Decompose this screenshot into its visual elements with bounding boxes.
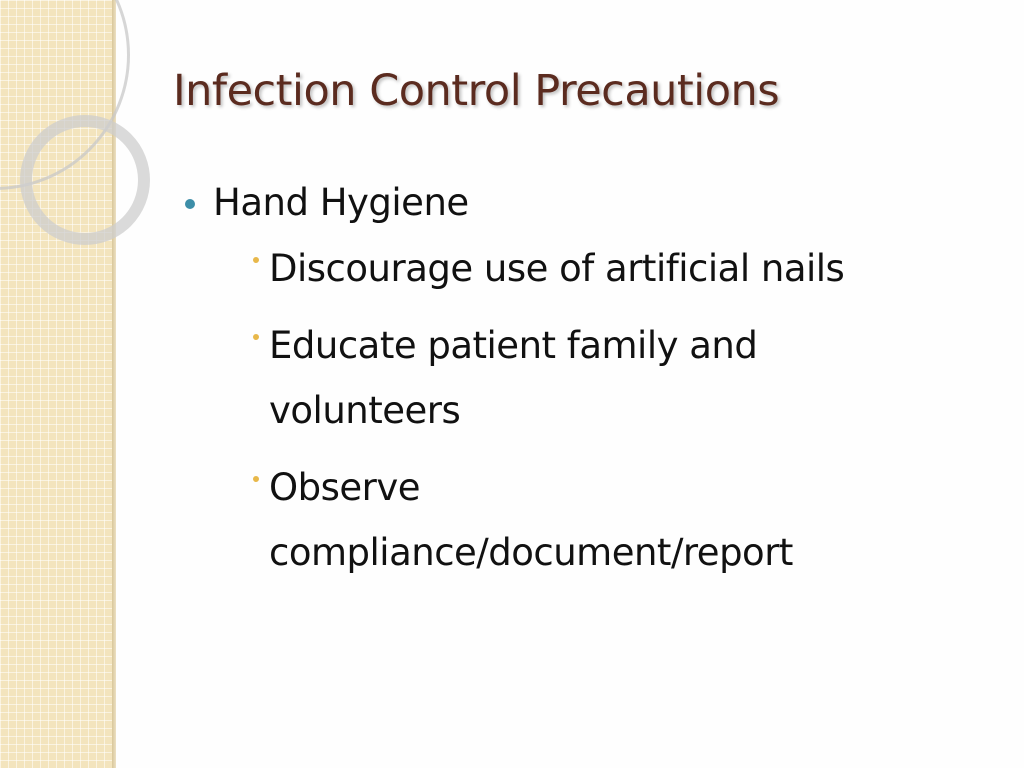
sub-bullet-item (253, 313, 985, 443)
bullet-dot-icon (185, 199, 195, 209)
slide-title: Infection Control Precautions (173, 66, 780, 116)
sub-bullet-item (253, 455, 985, 585)
sub-bullet-dot-icon (253, 476, 259, 482)
sub-bullet-item (253, 236, 985, 301)
bullet-text: Hand Hygiene (213, 181, 469, 224)
sub-bullet-dot-icon (253, 334, 259, 340)
sub-bullet-text: Observe compliance/document/report (269, 466, 793, 574)
sub-bullet-dot-icon (253, 257, 259, 263)
bullet-item (185, 178, 985, 228)
sub-bullet-text: Educate patient family and volunteers (269, 324, 758, 432)
sub-bullet-text: Discourage use of artificial nails (269, 247, 845, 290)
slide-content (185, 178, 985, 597)
sub-bullet-list (185, 236, 985, 585)
decorative-ring-small (20, 115, 150, 245)
